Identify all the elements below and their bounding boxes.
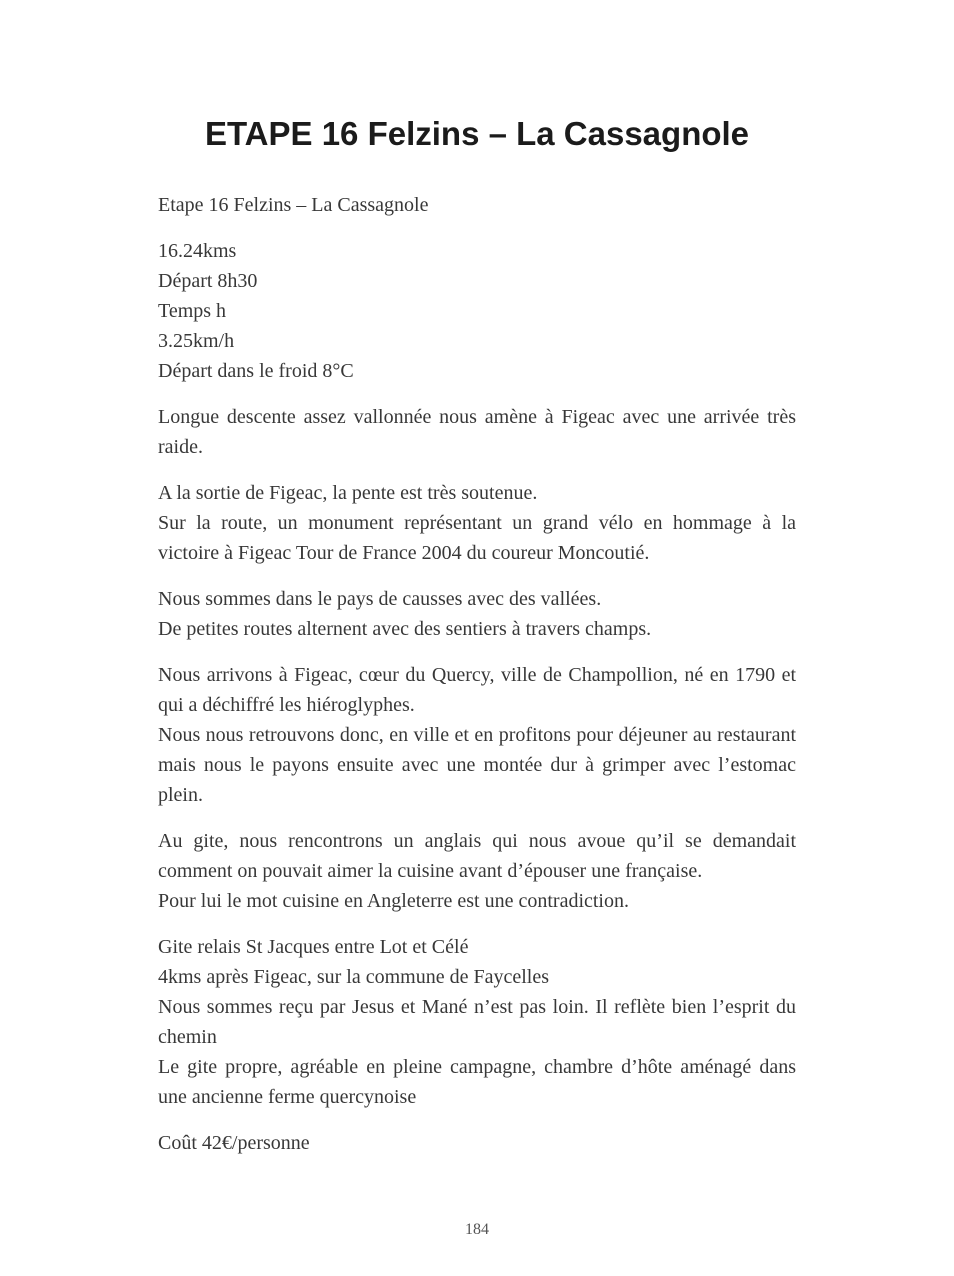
paragraph <box>158 190 796 220</box>
paragraph <box>158 826 796 916</box>
document-body <box>158 190 796 1158</box>
text-line: Nous arrivons à Figeac, cœur du Quercy, ville de Champollion, né en 1790 et qui a déchiffré les hiéroglyphes. <box>158 664 796 716</box>
text-line: Au gite, nous rencontrons un anglais qui nous avoue qu’il se demandait comment on pouvait aimer la cuisine avant d’épouser une française. <box>158 830 796 882</box>
text-line: Départ dans le froid 8°C <box>158 360 354 382</box>
text-line: Le gite propre, agréable en pleine campagne, chambre d’hôte aménagé dans une ancienne ferme quercynoise <box>158 1056 796 1108</box>
page-number: 184 <box>465 1221 489 1238</box>
text-line: De petites routes alternent avec des sentiers à travers champs. <box>158 618 652 640</box>
text-line: Etape 16 Felzins – La Cassagnole <box>158 194 429 216</box>
paragraph <box>158 402 796 462</box>
text-line: 4kms après Figeac, sur la commune de Faycelles <box>158 966 549 988</box>
text-line: Temps h <box>158 300 227 322</box>
text-line: Nous sommes dans le pays de causses avec des vallées. <box>158 588 602 610</box>
text-line: Gite relais St Jacques entre Lot et Célé <box>158 936 469 958</box>
text-line: Coût 42€/personne <box>158 1132 310 1154</box>
text-line: Sur la route, un monument représentant un grand vélo en hommage à la victoire à Figeac Tour de France 2004 du coureur Moncoutié. <box>158 512 796 564</box>
text-line: Départ 8h30 <box>158 270 258 292</box>
paragraph <box>158 478 796 568</box>
text-line: Nous nous retrouvons donc, en ville et en profitons pour déjeuner au restaurant mais nous le payons ensuite avec une montée dur à grimper avec l’estomac plein. <box>158 724 796 806</box>
paragraph <box>158 932 796 1112</box>
text-line: A la sortie de Figeac, la pente est très soutenue. <box>158 482 538 504</box>
text-line: Nous sommes reçu par Jesus et Mané n’est pas loin. Il reflète bien l’esprit du chemin <box>158 996 796 1048</box>
paragraph <box>158 1128 796 1158</box>
paragraph <box>158 660 796 810</box>
text-line: 3.25km/h <box>158 330 235 352</box>
text-line: 16.24kms <box>158 240 237 262</box>
text-line: Pour lui le mot cuisine en Angleterre est une contradiction. <box>158 890 629 912</box>
page-title: ETAPE 16 Felzins – La Cassagnole <box>204 115 750 152</box>
paragraph <box>158 236 796 386</box>
text-line: Longue descente assez vallonnée nous amène à Figeac avec une arrivée très raide. <box>158 406 796 458</box>
paragraph <box>158 584 796 644</box>
